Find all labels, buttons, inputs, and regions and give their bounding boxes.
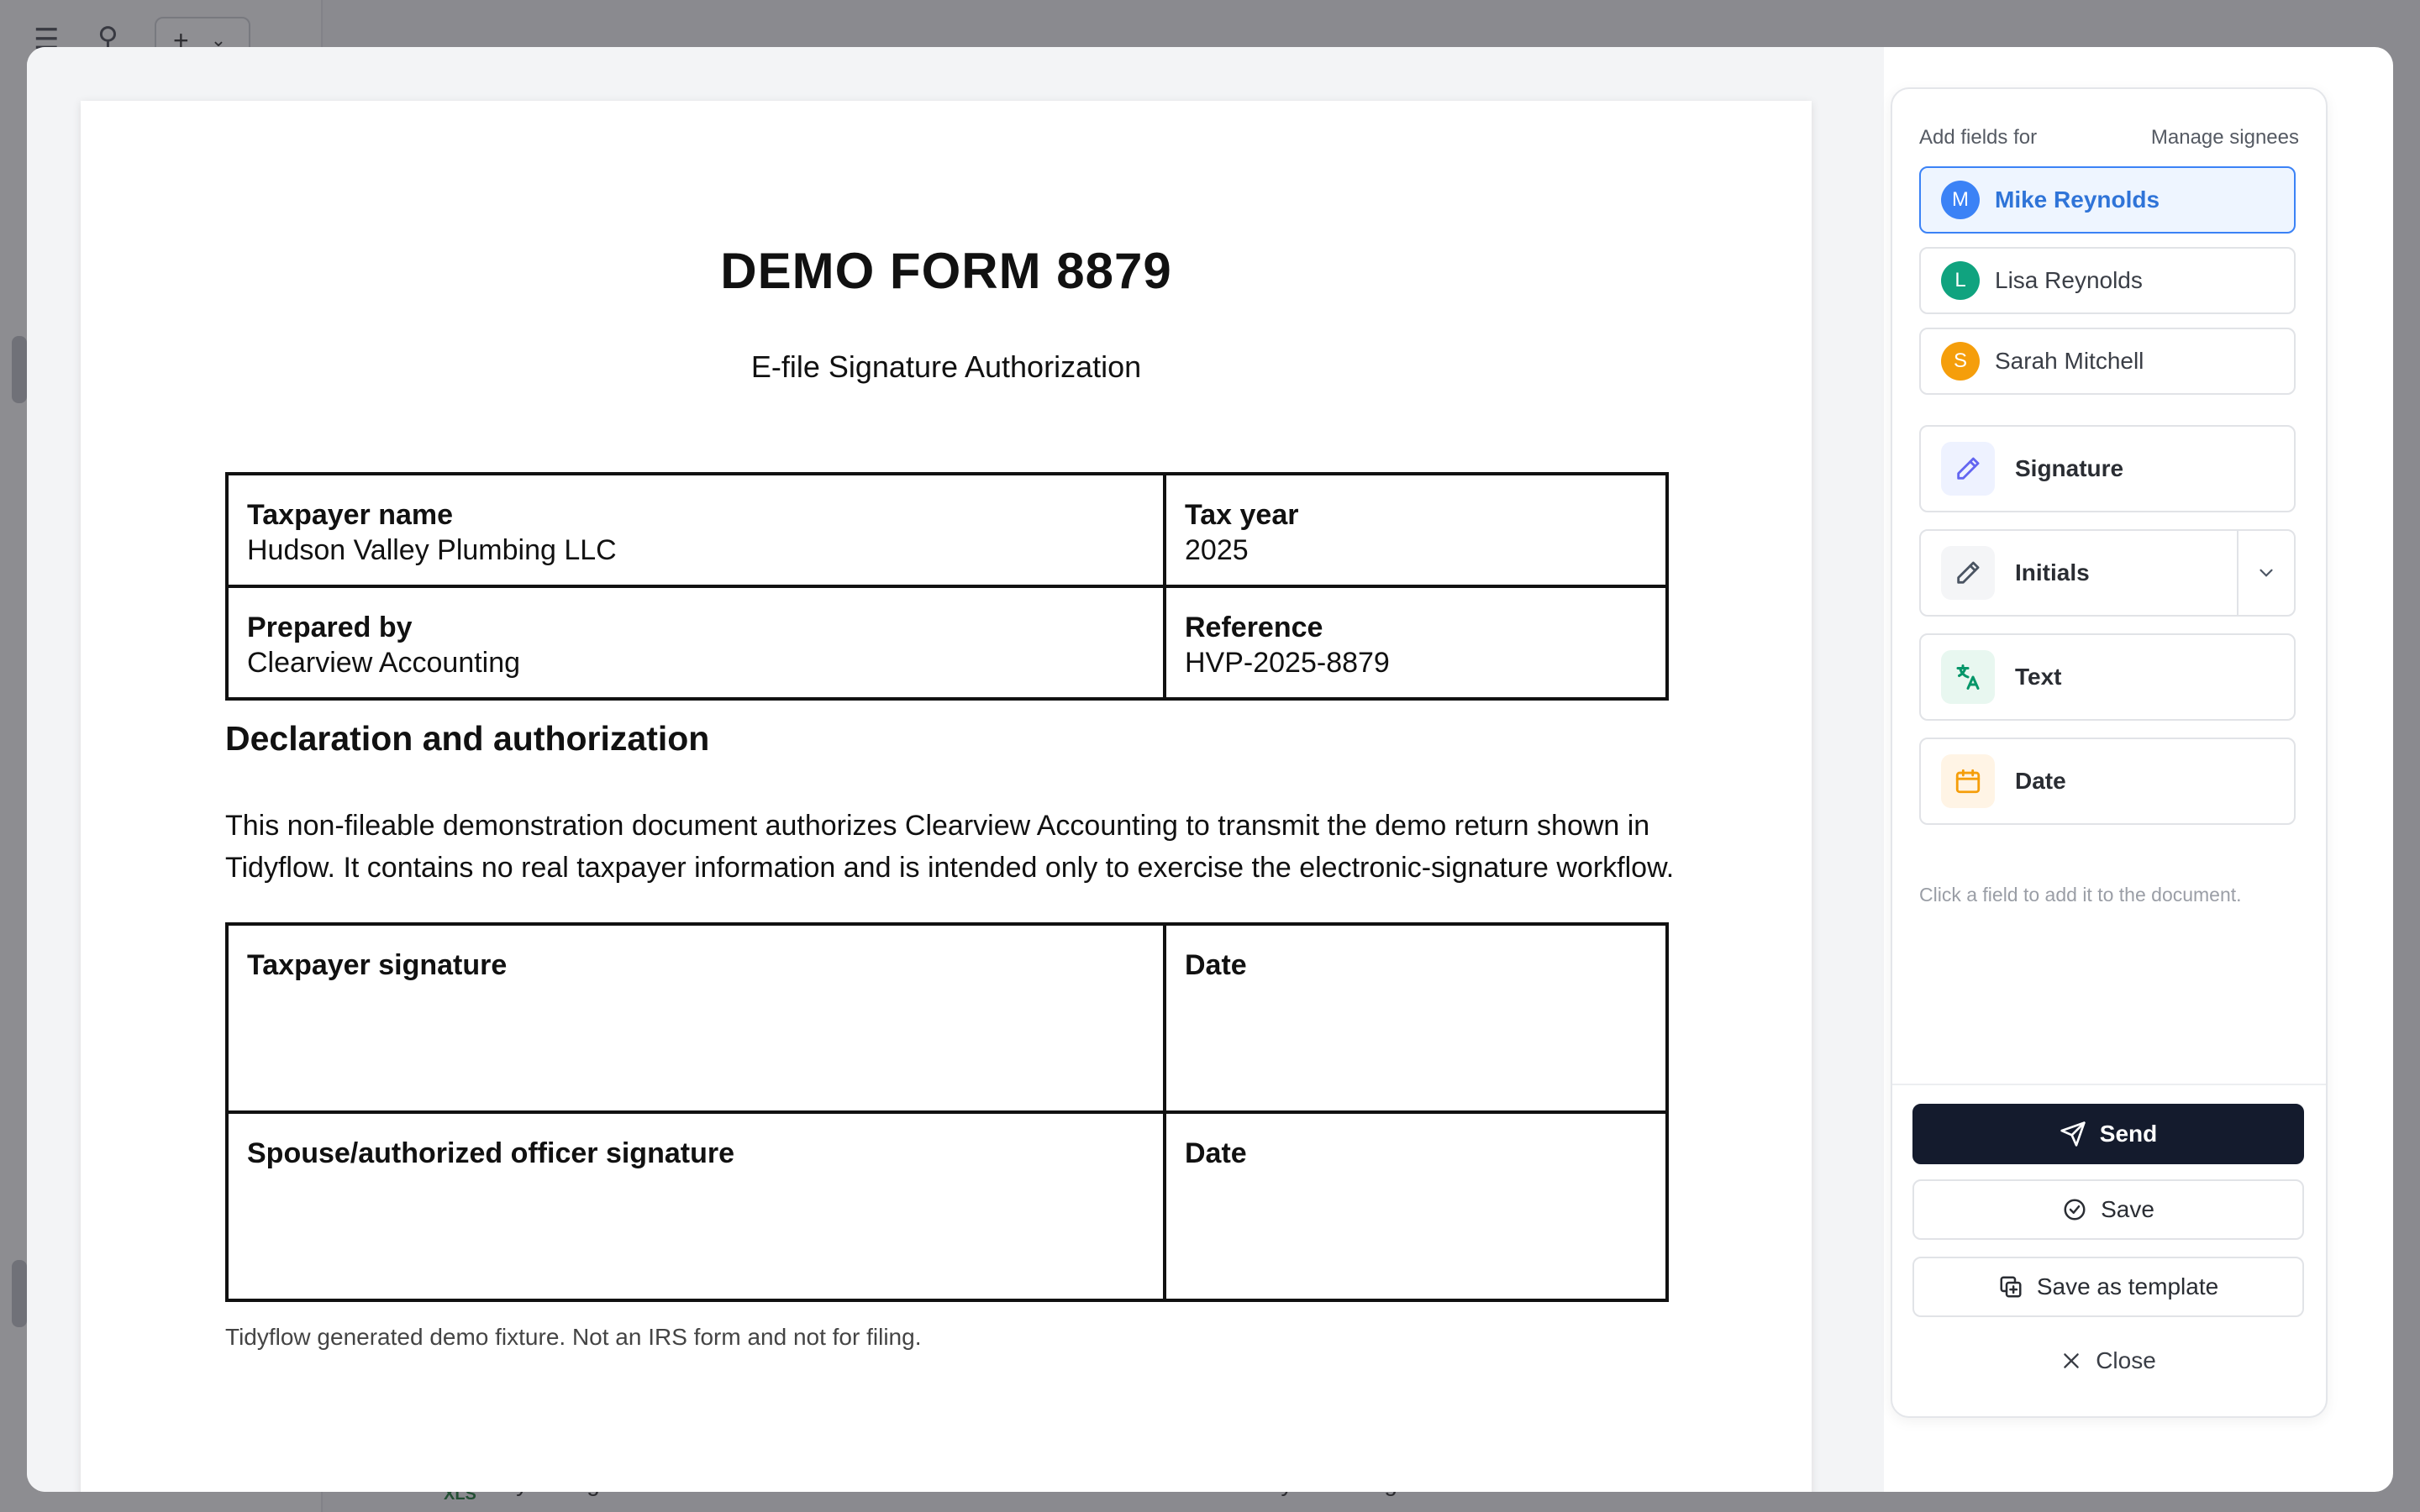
save-label: Save: [2101, 1196, 2154, 1222]
taxpayer-name-cell: [227, 474, 1165, 586]
field-label: Date: [2015, 768, 2066, 794]
fields-panel: [1891, 87, 2328, 1418]
prepared-by-cell: [227, 586, 1165, 699]
tax-year-label: Tax year: [1185, 499, 1299, 531]
signee-name: Lisa Reynolds: [1995, 267, 2143, 293]
signature-field-button[interactable]: [1919, 425, 2296, 512]
chevron-down-icon: [2255, 562, 2277, 584]
document-title: DEMO FORM 8879: [720, 243, 1172, 299]
close-button[interactable]: [1912, 1331, 2304, 1391]
taxpayer-signature-label: Taxpayer signature: [247, 949, 508, 981]
avatar: L: [1941, 261, 1980, 300]
avatar: S: [1941, 342, 1980, 381]
declaration-text: This non-fileable demonstration document authorizes Clearview Accounting to transmit the demo return shown in Tidyflow. It contains no real taxpayer information and is intended only to exercise the electronic-signature workflow.: [225, 810, 1675, 884]
document-subtitle: E-file Signature Authorization: [750, 349, 1142, 384]
taxpayer-info-table: [225, 472, 1669, 701]
tax-year-value: 2025: [1185, 534, 1249, 566]
reference-cell: [1165, 586, 1667, 699]
taxpayer-name-label: Taxpayer name: [247, 499, 454, 531]
save-button[interactable]: [1912, 1179, 2304, 1240]
fields-hint: Click a field to add it to the document.: [1919, 884, 2242, 906]
initials-dropdown-toggle[interactable]: [2237, 531, 2294, 615]
taxpayer-name-value: Hudson Valley Plumbing LLC: [247, 534, 617, 566]
pencil-icon: [1941, 546, 1995, 600]
field-label: Text: [2015, 664, 2062, 690]
declaration-heading: Declaration and authorization: [225, 719, 710, 758]
document-footer-note: Tidyflow generated demo fixture. Not an IRS form and not for filing.: [225, 1324, 922, 1350]
save-as-template-button[interactable]: [1912, 1257, 2304, 1317]
spouse-date-cell[interactable]: [1165, 1112, 1667, 1300]
manage-signees-link[interactable]: Manage signees: [2150, 126, 2299, 149]
panel-header: [1919, 126, 2299, 156]
close-icon: [2060, 1350, 2082, 1372]
text-field-button[interactable]: [1919, 633, 2296, 721]
signee-name: Sarah Mitchell: [1995, 348, 2144, 374]
check-circle-icon: [2062, 1197, 2087, 1222]
prepared-by-value: Clearview Accounting: [247, 647, 521, 679]
tax-year-cell: [1165, 474, 1667, 586]
signee-sarah-mitchell[interactable]: [1919, 328, 2296, 395]
signee-name: Mike Reynolds: [1995, 186, 2160, 213]
document-page[interactable]: [81, 101, 1812, 1492]
signee-lisa-reynolds[interactable]: [1919, 247, 2296, 314]
date-label: Date: [1185, 949, 1247, 981]
taxpayer-date-cell[interactable]: [1165, 924, 1667, 1112]
close-label: Close: [2096, 1347, 2156, 1373]
send-label: Send: [2099, 1121, 2158, 1147]
signee-mike-reynolds[interactable]: [1919, 166, 2296, 234]
taxpayer-signature-cell[interactable]: [227, 924, 1165, 1112]
translate-icon: [1941, 650, 1995, 704]
spouse-signature-cell[interactable]: [227, 1112, 1165, 1300]
avatar: M: [1941, 181, 1980, 219]
calendar-icon: [1941, 754, 1995, 808]
prepared-by-label: Prepared by: [247, 612, 413, 643]
add-fields-for-label: Add fields for: [1919, 126, 2038, 149]
send-icon: [2060, 1121, 2086, 1147]
spouse-signature-label: Spouse/authorized officer signature: [247, 1137, 734, 1169]
field-label: Signature: [2015, 455, 2124, 481]
field-label: Initials: [2015, 559, 2090, 585]
date-field-button[interactable]: [1919, 738, 2296, 825]
divider: [1892, 1084, 2326, 1085]
pencil-icon: [1941, 442, 1995, 496]
signature-request-modal: [27, 47, 2393, 1492]
save-as-template-label: Save as template: [2036, 1273, 2219, 1299]
date-label: Date: [1185, 1137, 1247, 1169]
initials-field-button[interactable]: [1919, 529, 2296, 617]
copy-plus-icon: [1998, 1274, 2023, 1299]
document-preview-area: [27, 47, 1884, 1492]
reference-value: HVP-2025-8879: [1185, 647, 1390, 679]
reference-label: Reference: [1185, 612, 1323, 643]
signature-table: [225, 922, 1669, 1302]
send-button[interactable]: [1912, 1104, 2304, 1164]
